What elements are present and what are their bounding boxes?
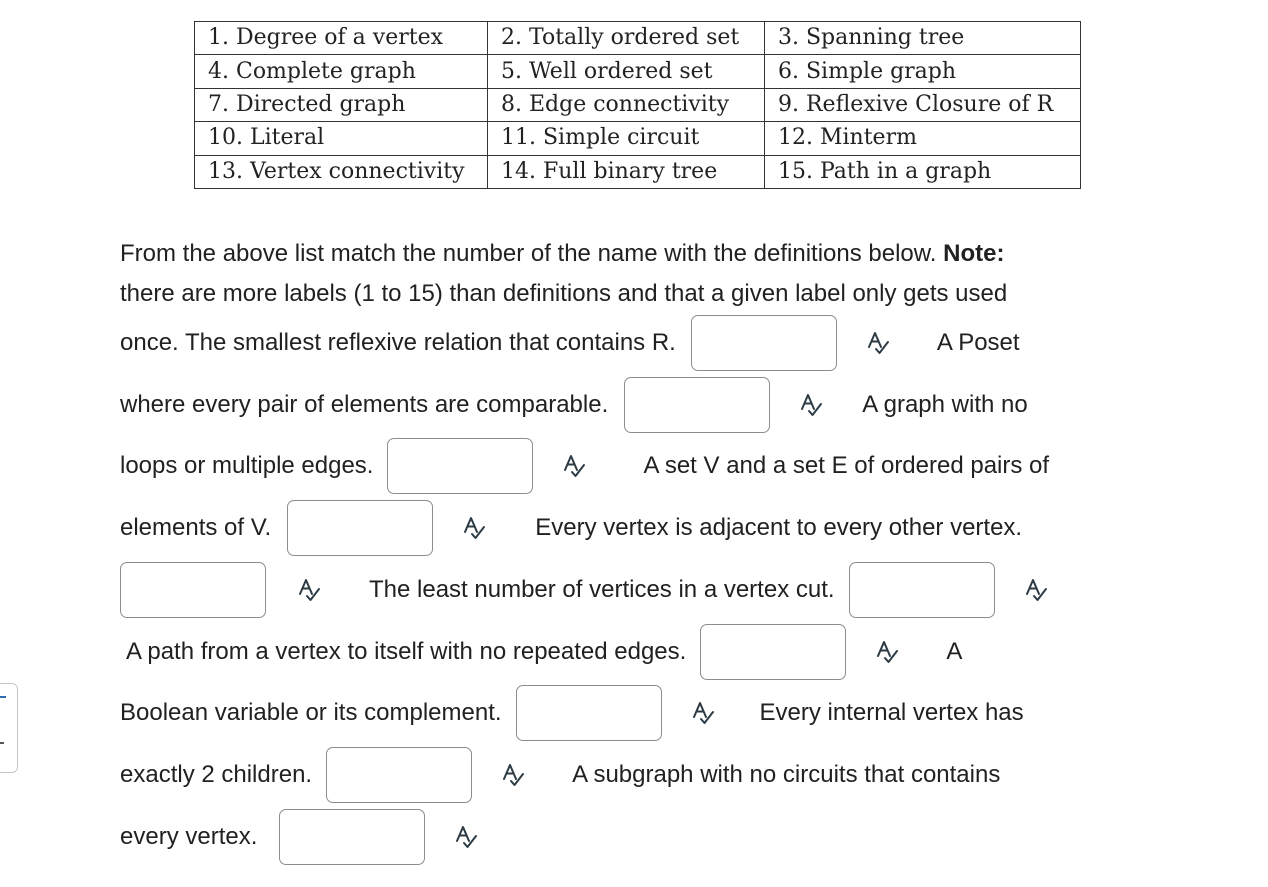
spellcheck-icon[interactable] xyxy=(690,700,716,726)
question-intro: From the above list match the number of the name with the definitions below. xyxy=(120,240,937,267)
answer-field-7[interactable] xyxy=(700,624,846,680)
spellcheck-icon[interactable] xyxy=(453,824,479,850)
question-line-4 xyxy=(120,375,1028,435)
question-line-6 xyxy=(120,498,1022,558)
side-panel-marker xyxy=(0,696,6,698)
definition-3-start: A graph with no xyxy=(862,391,1028,418)
note-label: Note: xyxy=(943,240,1005,267)
answer-field-3[interactable] xyxy=(387,438,533,494)
terms-table xyxy=(194,21,1081,189)
definition-9-start: Every internal vertex has xyxy=(759,699,1024,726)
question-line-7 xyxy=(120,560,1049,620)
question-line-10 xyxy=(120,745,1000,805)
term-cell: 5. Well ordered set xyxy=(488,55,765,88)
definition-2-end: where every pair of elements are comparable. xyxy=(120,391,609,418)
answer-field-4[interactable] xyxy=(287,500,433,556)
term-cell: 7. Directed graph xyxy=(195,88,488,121)
terms-row xyxy=(195,88,1081,121)
question-line-11 xyxy=(120,807,479,867)
term-cell: 2. Totally ordered set xyxy=(488,22,765,55)
spellcheck-icon[interactable] xyxy=(461,515,487,541)
term-cell: 13. Vertex connectivity xyxy=(195,155,488,188)
spellcheck-icon[interactable] xyxy=(798,392,824,418)
terms-row xyxy=(195,122,1081,155)
term-cell: 15. Path in a graph xyxy=(765,155,1081,188)
answer-field-6[interactable] xyxy=(849,562,995,618)
term-cell: 10. Literal xyxy=(195,122,488,155)
definition-1: once. The smallest reflexive relation that contains R. xyxy=(120,329,676,356)
terms-row xyxy=(195,55,1081,88)
definition-7: A path from a vertex to itself with no repeated edges. xyxy=(126,638,687,665)
definition-3-end: loops or multiple edges. xyxy=(120,452,374,479)
definition-4-start: A set V and a set E of ordered pairs of xyxy=(643,452,1050,479)
term-cell: 4. Complete graph xyxy=(195,55,488,88)
definition-6: The least number of vertices in a vertex cut. xyxy=(369,576,835,603)
definition-10-end: every vertex. xyxy=(120,823,258,850)
definition-10-start: A subgraph with no circuits that contains xyxy=(572,761,1001,788)
term-cell: 6. Simple graph xyxy=(765,55,1081,88)
answer-field-2[interactable] xyxy=(624,377,770,433)
definition-8-end: Boolean variable or its complement. xyxy=(120,699,502,726)
spellcheck-icon[interactable] xyxy=(296,577,322,603)
definition-8-start: A xyxy=(946,638,963,665)
spellcheck-icon[interactable] xyxy=(1023,577,1049,603)
term-cell: 12. Minterm xyxy=(765,122,1081,155)
answer-field-1[interactable] xyxy=(691,315,837,371)
term-cell: 1. Degree of a vertex xyxy=(195,22,488,55)
spellcheck-icon[interactable] xyxy=(874,639,900,665)
definition-5: Every vertex is adjacent to every other vertex. xyxy=(535,514,1023,541)
question-line-3 xyxy=(120,313,1020,373)
spellcheck-icon[interactable] xyxy=(500,762,526,788)
answer-field-10[interactable] xyxy=(279,809,425,865)
definition-2-start: A Poset xyxy=(936,329,1020,356)
answer-field-5[interactable] xyxy=(120,562,266,618)
question-line-5 xyxy=(120,436,1049,496)
note-text: there are more labels (1 to 15) than definitions and that a given label only gets used xyxy=(120,280,1008,307)
terms-row xyxy=(195,22,1081,55)
term-cell: 3. Spanning tree xyxy=(765,22,1081,55)
question-line-9 xyxy=(120,683,1024,743)
spellcheck-icon[interactable] xyxy=(865,330,891,356)
term-cell: 14. Full binary tree xyxy=(488,155,765,188)
terms-row xyxy=(195,155,1081,188)
answer-field-8[interactable] xyxy=(516,685,662,741)
side-panel-marker xyxy=(0,742,4,744)
definition-9-end: exactly 2 children. xyxy=(120,761,313,788)
definition-4-end: elements of V. xyxy=(120,514,272,541)
term-cell: 9. Reflexive Closure of R xyxy=(765,88,1081,121)
spellcheck-icon[interactable] xyxy=(561,453,587,479)
term-cell: 8. Edge connectivity xyxy=(488,88,765,121)
question-line-8 xyxy=(126,622,962,682)
answer-field-9[interactable] xyxy=(326,747,472,803)
term-cell: 11. Simple circuit xyxy=(488,122,765,155)
